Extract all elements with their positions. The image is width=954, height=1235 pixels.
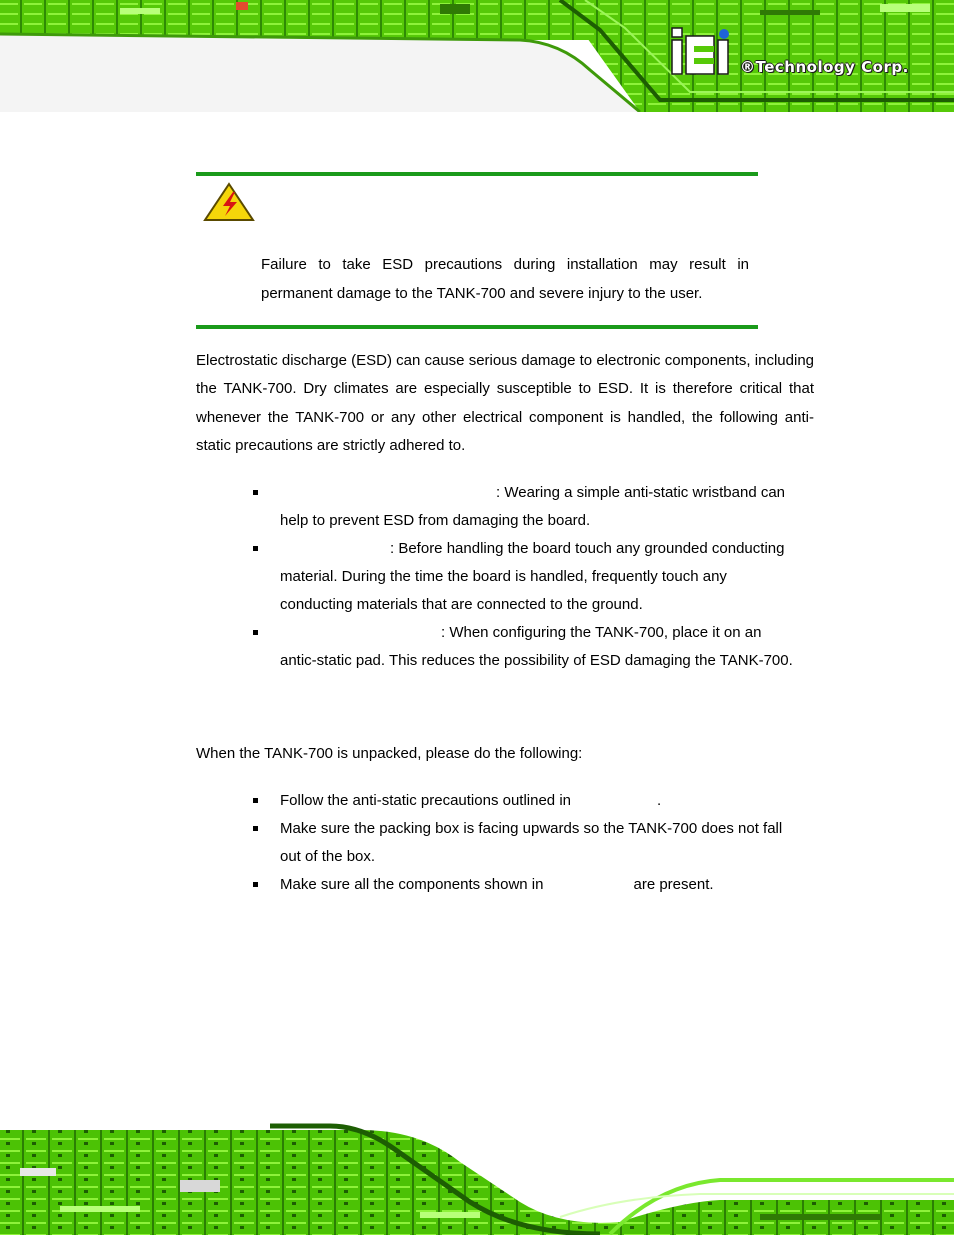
unpack-step-1-text: Follow the anti-static precautions outlined in: [280, 792, 571, 809]
precaution-item-antistatic-pad: [280, 619, 820, 675]
precaution-2-line2: material. During the time the board is handled, frequently touch any: [280, 568, 727, 585]
warning-text-line1: Failure to take ESD precautions during installation may result in: [261, 256, 749, 273]
warning-text-line2: permanent damage to the TANK-700 and severe injury to the user.: [261, 285, 703, 302]
warning-top-rule: [196, 172, 758, 176]
circuit-board-footer-graphic: [0, 1122, 954, 1235]
circuit-board-header-graphic: [0, 0, 954, 112]
precaution-3-line2: antic-static pad. This reduces the possibility of ESD damaging the TANK-700.: [280, 652, 793, 669]
unpack-step-3-end: are present.: [633, 876, 714, 893]
bullet-marker: [253, 630, 261, 638]
precaution-item-wristband: [280, 479, 820, 535]
iei-logo-mark: [668, 26, 738, 80]
company-name-text: ®Technology Corp: [740, 58, 903, 76]
unpack-step-2-line2: out of the box.: [280, 848, 376, 865]
unpack-step-packing-box: [280, 815, 820, 871]
warning-bottom-rule: [196, 325, 758, 329]
esd-intro-paragraph: Electrostatic discharge (ESD) can cause serious damage to electronic components, including the TANK-700. Dry climates are especially susceptible to ESD. It is therefore critical that whenever the TANK-700 or any other electrical component is handled, the following anti-static precautions are strictly adhered to.: [196, 352, 814, 454]
warning-text: [261, 250, 749, 308]
unpack-step-1-end: .: [657, 792, 662, 809]
unpack-intro-paragraph: When the TANK-700 is unpacked, please do the following:: [196, 745, 583, 762]
precaution-1-line1: : Wearing a simple anti-static wristband can: [496, 484, 786, 501]
precaution-2-line1: : Before handling the board touch any grounded conducting: [390, 540, 785, 557]
company-name: [740, 58, 909, 76]
unpack-step-precautions: [280, 787, 820, 815]
unpack-step-2-line1: Make sure the packing box is facing upwards so the TANK-700 does not fall: [280, 820, 783, 837]
precaution-2-line3: conducting materials that are connected to the ground.: [280, 596, 643, 613]
bullet-marker: [253, 826, 261, 834]
bullet-marker: [253, 882, 261, 890]
bullet-marker: [253, 798, 261, 806]
precaution-3-line1: : When configuring the TANK-700, place it on an: [441, 624, 762, 641]
footer-banner: [0, 1122, 954, 1235]
bullet-marker: [253, 546, 261, 554]
precaution-1-line2: help to prevent ESD from damaging the board.: [280, 512, 591, 529]
bullet-marker: [253, 490, 261, 498]
high-voltage-warning-icon: [203, 182, 255, 227]
unpack-step-components: [280, 871, 820, 899]
header-banner: [0, 0, 954, 112]
precaution-item-grounding: [280, 535, 820, 619]
company-name-dot: .: [902, 58, 909, 76]
unpack-step-3-text: Make sure all the components shown in: [280, 876, 544, 893]
